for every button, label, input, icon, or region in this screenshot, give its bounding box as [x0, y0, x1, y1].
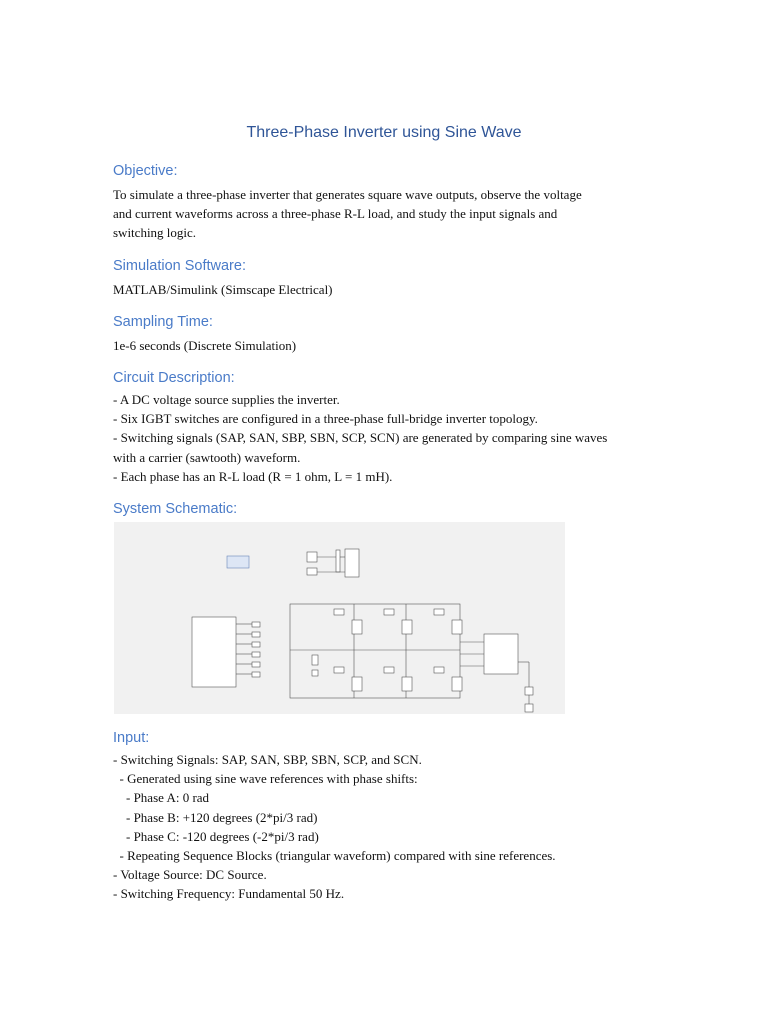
circuit-line: - Each phase has an R-L load (R = 1 ohm, L = 1 mH). — [113, 468, 393, 484]
input-line: - Switching Frequency: Fundamental 50 Hz. — [113, 886, 345, 902]
objective-text — [113, 185, 658, 243]
objective-line: switching logic. — [113, 225, 197, 241]
schematic-heading: System Schematic: — [113, 501, 238, 517]
software-text — [113, 280, 658, 299]
input-line: - Phase C: -120 degrees (-2*pi/3 rad) — [113, 828, 319, 844]
circuit-line: - A DC voltage source supplies the inverter. — [113, 392, 340, 407]
sampling-text — [113, 336, 658, 355]
document-title: Three-Phase Inverter using Sine Wave — [246, 124, 522, 141]
input-line: - Generated using sine wave references with phase shifts: — [113, 771, 418, 787]
input-text — [113, 750, 658, 904]
circuit-line: with a carrier (sawtooth) waveform. — [113, 449, 301, 465]
sampling-heading: Sampling Time: — [113, 314, 213, 330]
input-line: - Phase B: +120 degrees (2*pi/3 rad) — [113, 809, 318, 825]
circuit-text — [113, 390, 658, 486]
system-schematic-image — [114, 522, 565, 714]
circuit-line: - Switching signals (SAP, SAN, SBP, SBN, SCP, SCN) are generated by comparing sine waves — [113, 430, 608, 446]
software-line: MATLAB/Simulink (Simscape Electrical) — [113, 282, 333, 297]
circuit-heading: Circuit Description: — [113, 370, 235, 386]
input-line: - Repeating Sequence Blocks (triangular waveform) compared with sine references. — [113, 848, 556, 864]
objective-line: To simulate a three-phase inverter that generates square wave outputs, observe the voltage — [113, 187, 582, 202]
input-heading: Input: — [113, 730, 150, 746]
input-line: - Voltage Source: DC Source. — [113, 867, 267, 883]
sampling-line: 1e-6 seconds (Discrete Simulation) — [113, 338, 297, 353]
schematic-diagram — [114, 522, 565, 714]
objective-heading: Objective: — [113, 163, 178, 179]
software-heading: Simulation Software: — [113, 258, 246, 274]
circuit-line: - Six IGBT switches are configured in a three-phase full-bridge inverter topology. — [113, 411, 538, 427]
objective-line: and current waveforms across a three-phase R-L load, and study the input signals and — [113, 206, 558, 222]
input-line: - Phase A: 0 rad — [113, 790, 210, 806]
input-line: - Switching Signals: SAP, SAN, SBP, SBN, SCP, and SCN. — [113, 752, 422, 767]
